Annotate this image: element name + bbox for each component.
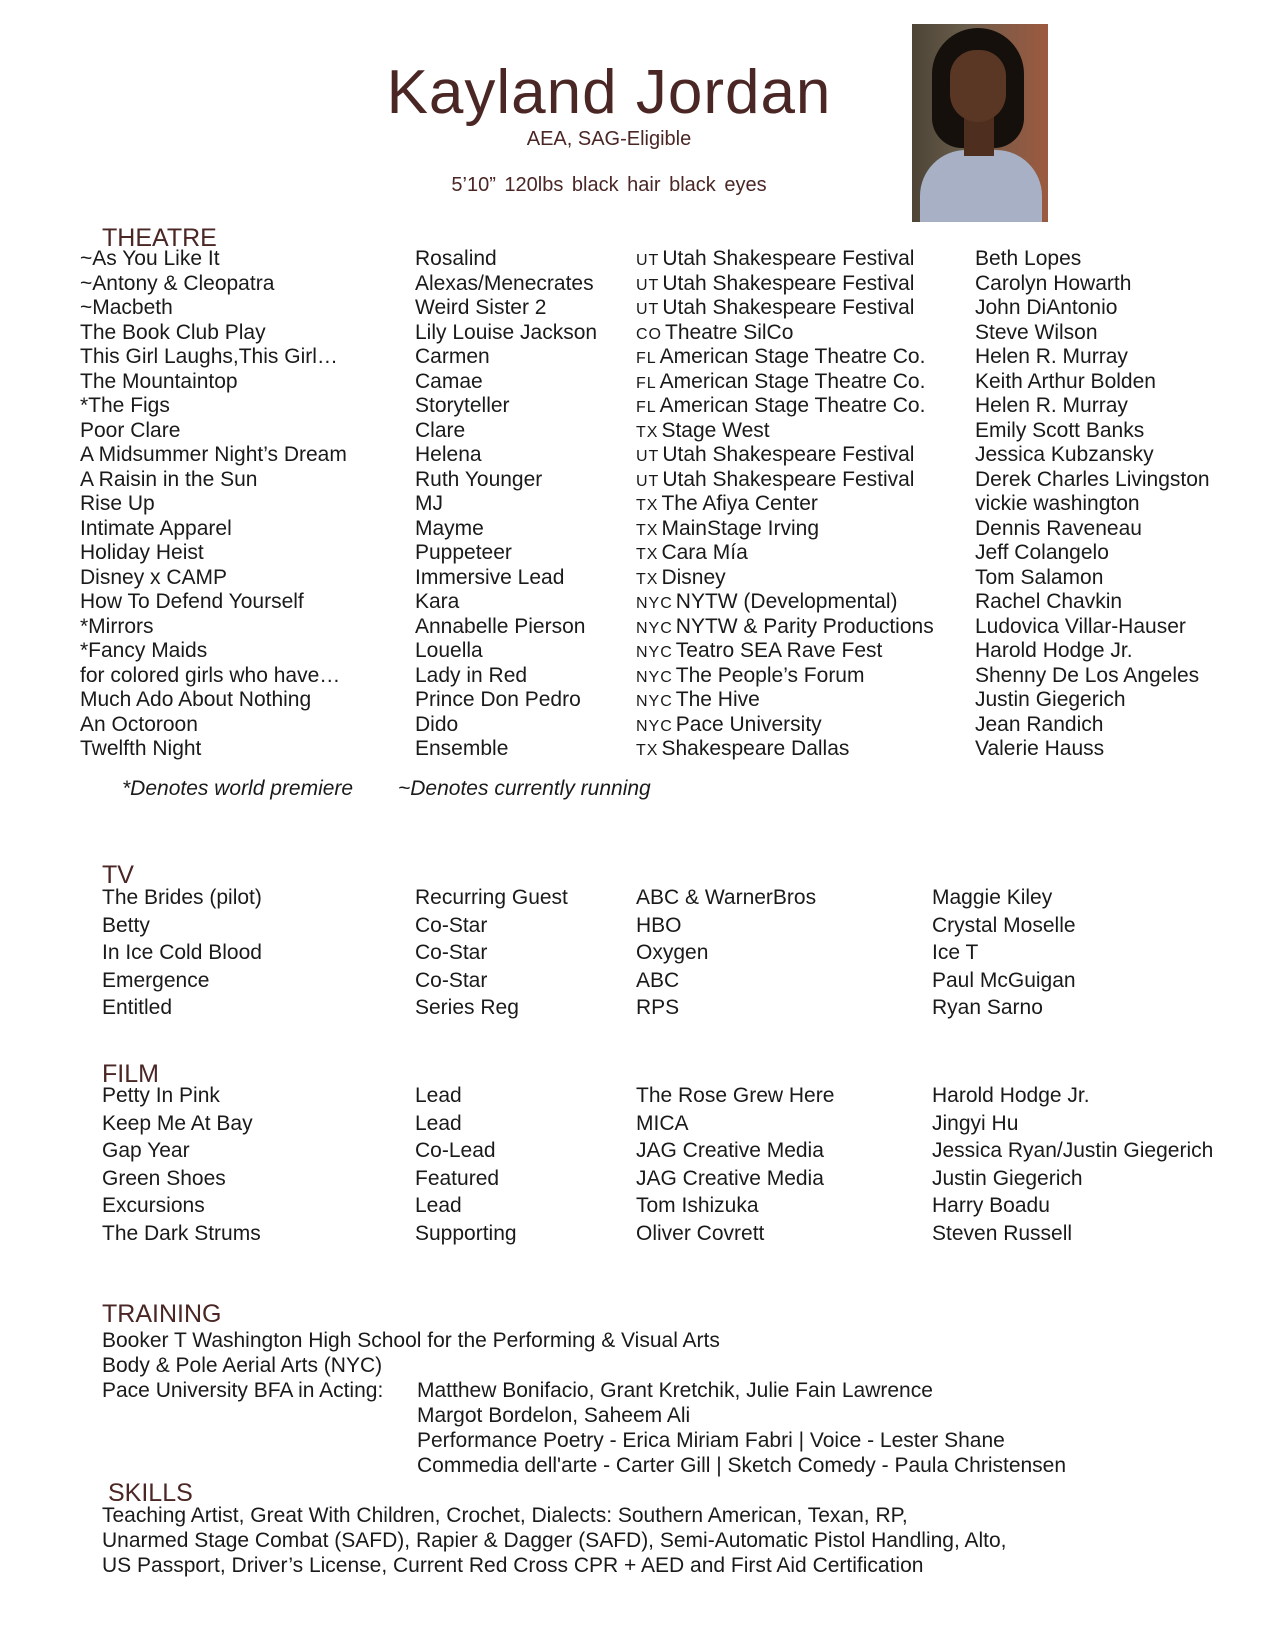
training-highschool: Booker T Washington High School for the Performing & Visual Arts [102,1329,720,1352]
theatre-company [636,737,849,763]
theatre-director: Carolyn Howarth [975,271,1132,295]
theatre-director: John DiAntonio [975,296,1118,319]
theatre-location: NYC [636,668,673,686]
theatre-location: NYC [636,717,673,735]
theatre-company [636,247,914,273]
theatre-company-name: The People’s Forum [675,663,865,687]
theatre-company [636,664,864,690]
tv-show: Betty [102,913,150,937]
tv-role: Co-Star [415,968,488,992]
theatre-company [636,713,822,739]
theatre-director: vickie washington [975,492,1140,515]
training-pace-line: Matthew Bonifacio, Grant Kretchik, Julie Fain Lawrence [417,1379,933,1402]
skills-line: US Passport, Driver’s License, Current Red Cross CPR + AED and First Aid Certification [102,1554,924,1577]
film-heading: FILM [102,1060,159,1088]
theatre-location: TX [636,570,659,588]
theatre-director: Helen R. Murray [975,345,1128,368]
theatre-company [636,688,760,714]
theatre-company [636,443,914,469]
theatre-director: Rachel Chavkin [975,590,1123,613]
theatre-company [636,296,914,322]
theatre-director: Emily Scott Banks [975,418,1145,442]
film-show: Keep Me At Bay [102,1111,253,1135]
theatre-role: Lily Louise Jackson [415,320,598,344]
theatre-director: Steve Wilson [975,320,1098,344]
theatre-role: Immersive Lead [415,565,565,589]
theatre-director: Derek Charles Livingston [975,467,1210,491]
theatre-company-name: Shakespeare Dallas [661,737,850,760]
theatre-show: Much Ado About Nothing [80,688,312,711]
theatre-company-name: Stage West [661,418,770,442]
film-show: Green Shoes [102,1166,226,1190]
theatre-location: TX [636,497,659,514]
theatre-role: Storyteller [415,394,510,417]
theatre-director: Shenny De Los Angeles [975,663,1200,687]
theatre-show: This Girl Laughs,This Girl… [80,345,338,368]
tv-heading: TV [102,861,134,889]
theatre-company-name: Teatro SEA Rave Fest [675,639,883,662]
film-company: MICA [636,1111,689,1135]
theatre-role: Helena [415,443,482,466]
training-heading: TRAINING [102,1300,222,1328]
theatre-director: Helen R. Murray [975,394,1128,417]
theatre-role: MJ [415,492,443,515]
theatre-show: ~As You Like It [80,247,220,270]
theatre-show: *Fancy Maids [80,639,208,662]
theatre-director: Jessica Kubzansky [975,443,1154,466]
theatre-show: The Book Club Play [80,320,266,344]
theatre-director: Harold Hodge Jr. [975,639,1133,662]
theatre-company-name: American Stage Theatre Co. [659,394,926,417]
film-role: Featured [415,1166,500,1190]
tv-director: Ice T [932,941,979,964]
theatre-role: Lady in Red [415,663,528,687]
theatre-company [636,517,819,543]
film-show: Gap Year [102,1139,190,1162]
theatre-role: Rosalind [415,247,497,270]
theatre-company-name: NYTW (Developmental) [675,590,898,613]
theatre-show: Twelfth Night [80,737,202,760]
union-status: AEA, SAG-Eligible [526,128,692,150]
theatre-show: The Mountaintop [80,369,238,393]
theatre-company-name: Pace University [675,712,822,736]
theatre-show: Intimate Apparel [80,516,232,540]
theatre-show: for colored girls who have… [80,663,341,687]
theatre-show: ~Macbeth [80,296,173,319]
theatre-company [636,615,934,641]
theatre-company-name: MainStage Irving [661,516,820,540]
theatre-show: A Midsummer Night’s Dream [80,443,347,466]
theatre-director: Jeff Colangelo [975,541,1109,564]
theatre-company [636,272,914,298]
theatre-location: UT [636,448,660,465]
theatre-show: Poor Clare [80,418,181,442]
tv-director: Crystal Moselle [932,913,1076,937]
theatre-location: NYC [636,619,673,637]
training-pace-line: Commedia dell'arte - Carter Gill | Sketch Comedy - Paula Christensen [417,1454,1067,1477]
tv-director: Ryan Sarno [932,996,1043,1019]
tv-company: HBO [636,913,682,937]
theatre-director: Justin Giegerich [975,688,1126,711]
film-company: JAG Creative Media [636,1139,824,1162]
film-director: Harold Hodge Jr. [932,1084,1090,1107]
actor-name: Kayland Jordan [386,58,832,127]
film-company: JAG Creative Media [636,1166,824,1190]
tv-role: Series Reg [415,996,519,1019]
skills-line: Teaching Artist, Great With Children, Crochet, Dialects: Southern American, Texan, RP, [102,1504,908,1527]
theatre-company [636,394,925,420]
theatre-heading: THEATRE [102,224,217,252]
theatre-show: Holiday Heist [80,541,204,564]
tv-company: Oxygen [636,941,709,964]
film-director: Jingyi Hu [932,1111,1019,1135]
physical-stats: 5’10” 120lbs black hair black eyes [451,174,767,196]
film-director: Steven Russell [932,1221,1073,1245]
theatre-director: Valerie Hauss [975,737,1105,760]
film-director: Justin Giegerich [932,1166,1083,1190]
film-role: Lead [415,1194,462,1217]
theatre-location: FL [636,374,657,392]
theatre-company-name: NYTW & Parity Productions [675,614,934,638]
film-director: Jessica Ryan/Justin Giegerich [932,1139,1214,1162]
training-aerial: Body & Pole Aerial Arts (NYC) [102,1354,383,1377]
theatre-show: Disney x CAMP [80,565,228,589]
theatre-company-name: The Hive [675,688,760,711]
tv-show: Emergence [102,968,210,992]
world-premiere-note: *Denotes world premiere [122,777,354,800]
theatre-director: Tom Salamon [975,565,1104,589]
film-show: Petty In Pink [102,1084,220,1107]
theatre-company-name: The Afiya Center [661,492,818,515]
theatre-company [636,492,818,518]
film-company: Oliver Covrett [636,1221,765,1245]
tv-company: ABC [636,968,680,992]
theatre-location: TX [636,742,659,759]
film-show: Excursions [102,1194,205,1217]
theatre-company-name: American Stage Theatre Co. [659,369,926,393]
theatre-location: TX [636,521,659,539]
currently-running-note: ~Denotes currently running [398,777,651,800]
tv-role: Co-Star [415,913,488,937]
theatre-role: Weird Sister 2 [415,296,547,319]
theatre-role: Ensemble [415,737,509,760]
theatre-role: Dido [415,712,459,736]
theatre-role: Louella [415,639,483,662]
tv-company: RPS [636,996,680,1019]
theatre-role: Kara [415,590,460,613]
theatre-company [636,419,770,445]
film-role: Lead [415,1111,462,1135]
tv-director: Paul McGuigan [932,968,1076,992]
theatre-company-name: Disney [661,565,726,589]
tv-show: Entitled [102,996,173,1019]
tv-show: The Brides (pilot) [102,886,262,909]
theatre-role: Prince Don Pedro [415,688,581,711]
theatre-show: An Octoroon [80,712,198,736]
theatre-location: UT [636,472,660,490]
film-company: The Rose Grew Here [636,1084,835,1107]
theatre-company-name: Utah Shakespeare Festival [662,443,915,466]
theatre-role: Annabelle Pierson [415,614,586,638]
theatre-director: Ludovica Villar-Hauser [975,614,1186,638]
training-pace-line: Performance Poetry - Erica Miriam Fabri | Voice - Lester Shane [417,1429,1005,1452]
film-role: Co-Lead [415,1139,496,1162]
theatre-director: Beth Lopes [975,247,1082,270]
theatre-location: TX [636,423,659,441]
theatre-show: How To Defend Yourself [80,590,304,613]
headshot-photo [912,24,1048,222]
tv-role: Recurring Guest [415,886,568,909]
theatre-location: NYC [636,644,673,661]
theatre-company-name: Utah Shakespeare Festival [662,247,915,270]
film-company: Tom Ishizuka [636,1194,759,1217]
theatre-role: Mayme [415,516,484,540]
theatre-director: Jean Randich [975,712,1104,736]
tv-show: In Ice Cold Blood [102,941,262,964]
tv-role: Co-Star [415,941,488,964]
theatre-location: UT [636,276,660,294]
theatre-role: Clare [415,418,466,442]
theatre-location: FL [636,350,657,367]
theatre-company-name: Utah Shakespeare Festival [662,467,915,491]
theatre-company [636,541,748,567]
skills-heading: SKILLS [108,1479,193,1507]
theatre-company-name: Theatre SilCo [665,320,794,344]
theatre-show: A Raisin in the Sun [80,467,258,491]
training-pace-label: Pace University BFA in Acting: [102,1379,384,1402]
theatre-company [636,639,882,665]
theatre-company [636,468,914,494]
theatre-location: TX [636,546,659,563]
theatre-show: *Mirrors [80,614,154,638]
theatre-role: Carmen [415,345,490,368]
theatre-company-name: Utah Shakespeare Festival [662,296,915,319]
skills-line: Unarmed Stage Combat (SAFD), Rapier & Dagger (SAFD), Semi-Automatic Pistol Handling, Alto, [102,1529,1007,1552]
theatre-director: Dennis Raveneau [975,516,1142,540]
theatre-company-name: Cara Mía [661,541,748,564]
tv-company: ABC & WarnerBros [636,886,817,909]
theatre-company [636,321,793,347]
theatre-show: Rise Up [80,492,155,515]
film-role: Lead [415,1084,462,1107]
film-director: Harry Boadu [932,1194,1050,1217]
theatre-location: NYC [636,595,673,612]
theatre-location: NYC [636,693,673,710]
theatre-location: CO [636,325,662,343]
film-role: Supporting [415,1221,517,1245]
film-show: The Dark Strums [102,1221,261,1245]
theatre-company [636,590,898,616]
theatre-show: ~Antony & Cleopatra [80,271,275,295]
theatre-company-name: Utah Shakespeare Festival [662,271,915,295]
theatre-director: Keith Arthur Bolden [975,369,1156,393]
theatre-role: Alexas/Menecrates [415,271,594,295]
theatre-company [636,566,726,592]
theatre-location: FL [636,399,657,416]
theatre-role: Camae [415,369,483,393]
theatre-role: Puppeteer [415,541,512,564]
theatre-location: UT [636,301,660,318]
theatre-company [636,345,925,371]
theatre-location: UT [636,252,660,269]
theatre-role: Ruth Younger [415,467,543,491]
tv-director: Maggie Kiley [932,886,1053,909]
theatre-company-name: American Stage Theatre Co. [659,345,926,368]
theatre-show: *The Figs [80,394,170,417]
training-pace-line: Margot Bordelon, Saheem Ali [417,1404,691,1427]
theatre-company [636,370,925,396]
